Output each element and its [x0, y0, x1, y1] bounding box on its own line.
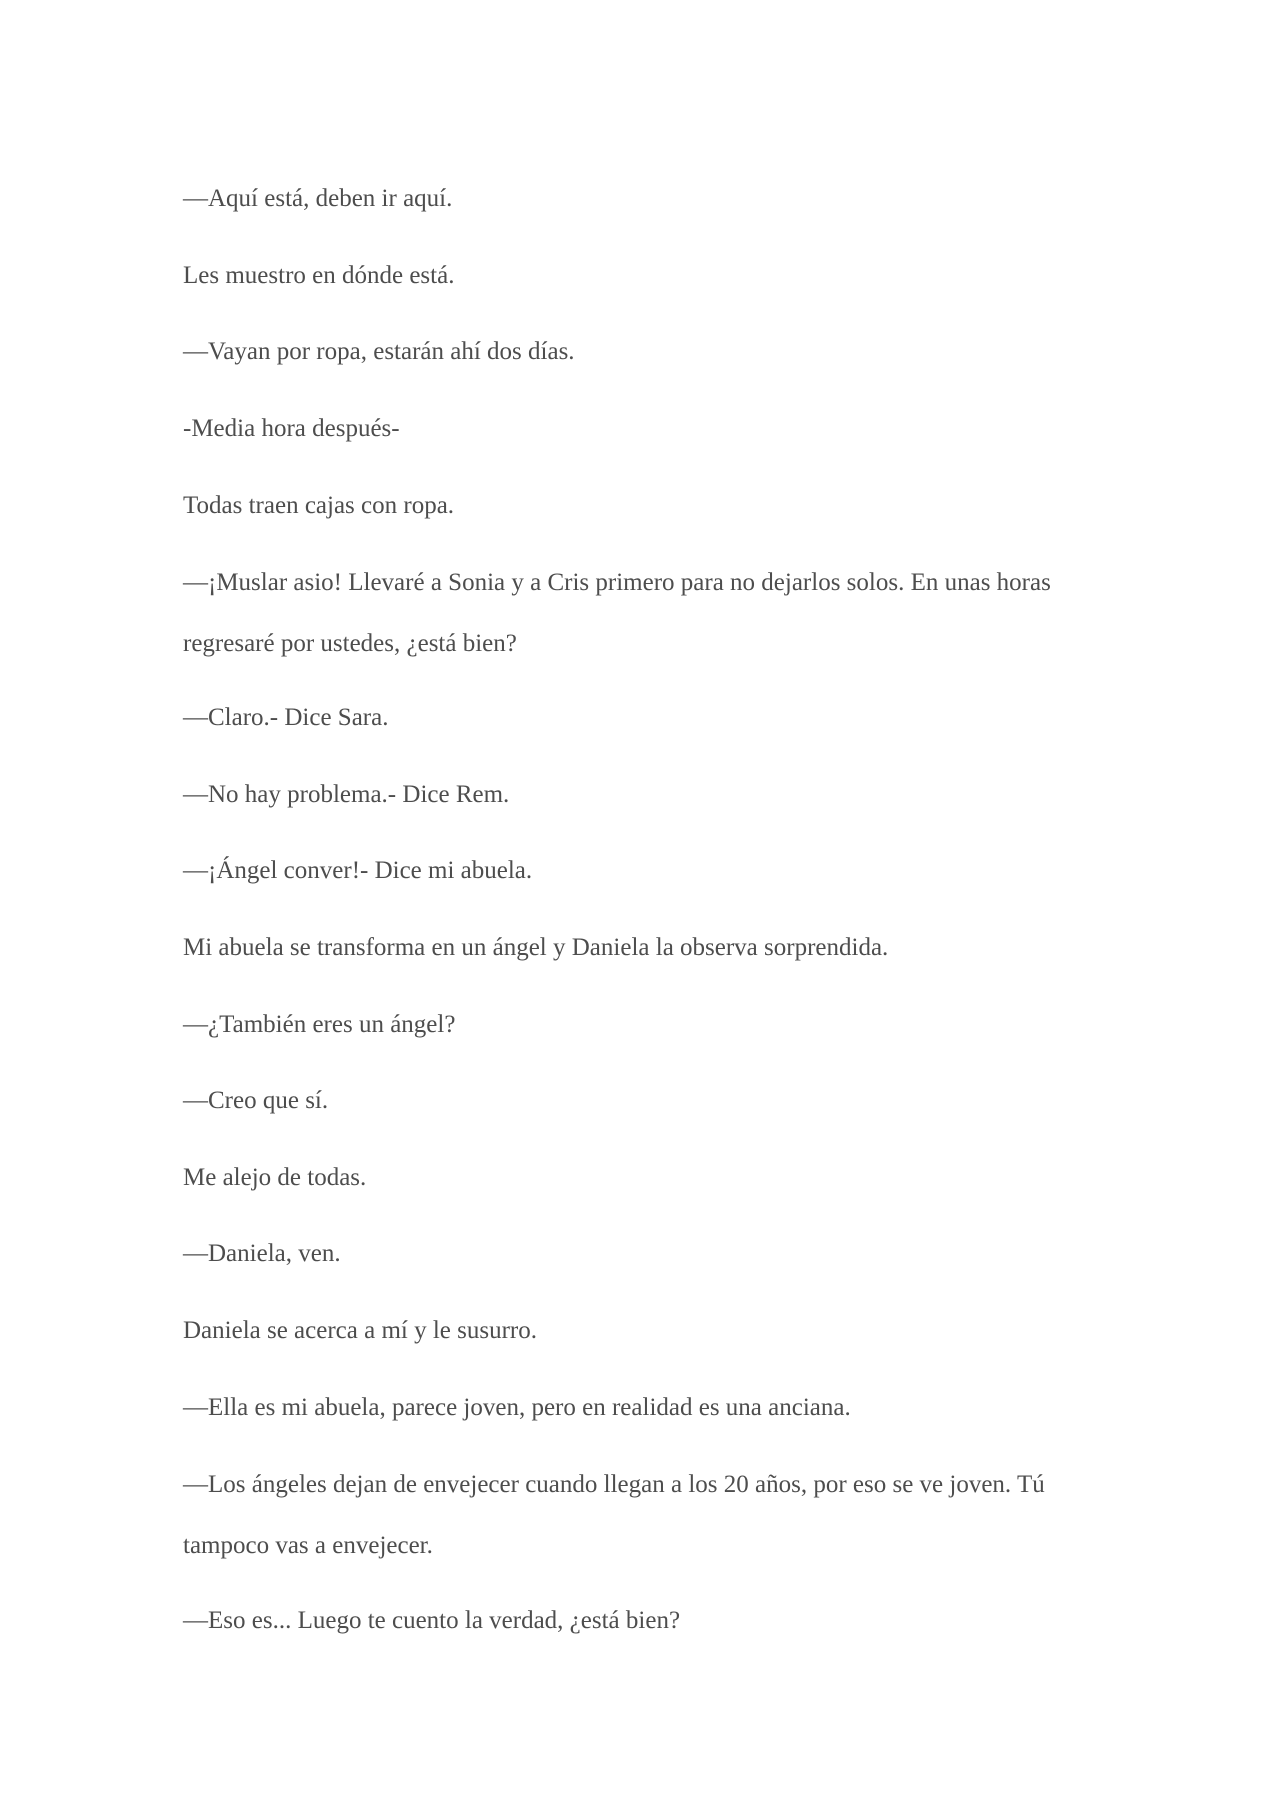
paragraph-1: —Aquí está, deben ir aquí.: [183, 185, 453, 212]
paragraph-14: —Daniela, ven.: [183, 1240, 341, 1267]
paragraph-15: Daniela se acerca a mí y le susurro.: [183, 1317, 538, 1344]
paragraph-16: —Ella es mi abuela, parece joven, pero en realidad es una anciana.: [183, 1394, 851, 1421]
paragraph-10: Mi abuela se transforma en un ángel y Daniela la observa sorprendida.: [183, 934, 889, 961]
paragraph-2: Les muestro en dónde está.: [183, 262, 455, 289]
paragraph-13: Me alejo de todas.: [183, 1164, 367, 1191]
paragraph-17: —Los ángeles dejan de envejecer cuando llegan a los 20 años, por eso se ve joven. Tú tampoco vas a envejecer.: [183, 1471, 1045, 1559]
paragraph-18: —Eso es... Luego te cuento la verdad, ¿está bien?: [183, 1607, 681, 1634]
paragraph-7: —Claro.- Dice Sara.: [183, 704, 389, 731]
paragraph-8: —No hay problema.- Dice Rem.: [183, 781, 510, 808]
paragraph-11: —¿También eres un ángel?: [183, 1011, 456, 1038]
paragraph-3: —Vayan por ropa, estarán ahí dos días.: [183, 338, 575, 365]
paragraph-4: -Media hora después-: [183, 415, 400, 442]
paragraph-9: —¡Ángel conver!- Dice mi abuela.: [183, 857, 533, 884]
paragraph-5: Todas traen cajas con ropa.: [183, 492, 455, 519]
paragraph-12: —Creo que sí.: [183, 1087, 329, 1114]
paragraph-6: —¡Muslar asio! Llevaré a Sonia y a Cris primero para no dejarlos solos. En unas horas regresaré por ustedes, ¿está bien?: [183, 569, 1051, 657]
